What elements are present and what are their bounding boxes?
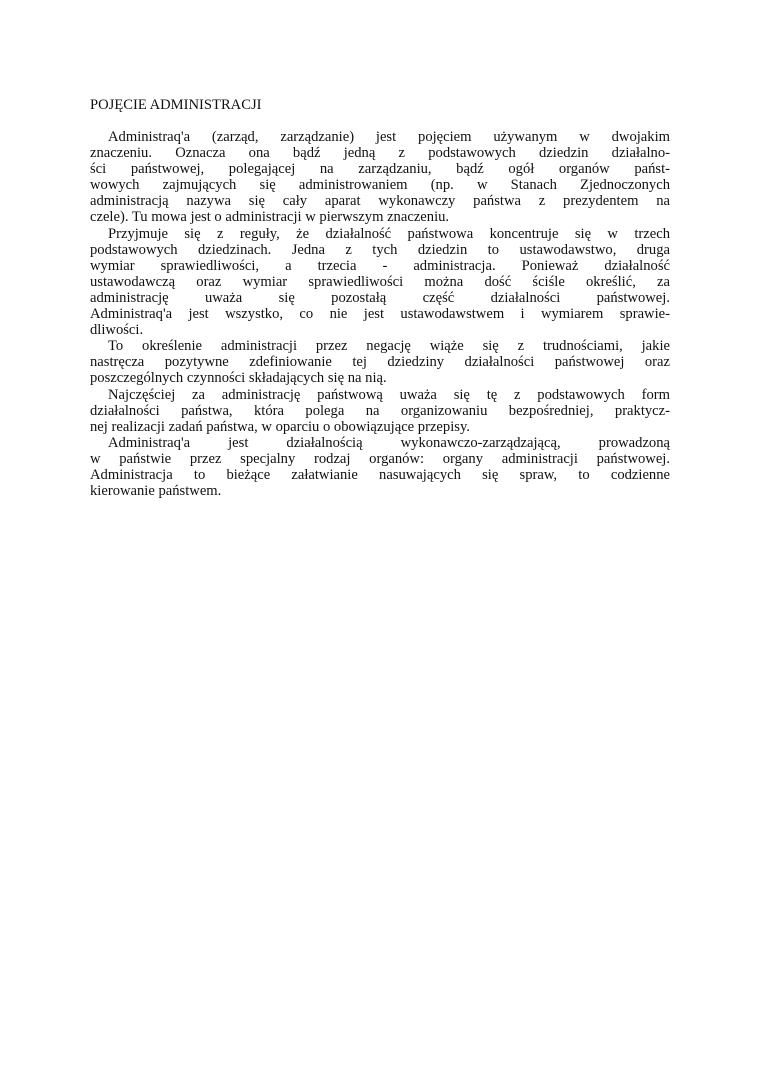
text-line: czele). Tu mowa jest o administracji w pierwszym znaczeniu. — [90, 209, 450, 226]
text-line: w państwie przez specjalny rodzaj organów: organy administracji państwowej. — [90, 450, 670, 467]
text-line: Najczęściej za administrację państwową uważa się tę z podstawowych form — [108, 386, 670, 403]
paragraph-1 — [90, 129, 670, 226]
document-title: POJĘCIE ADMINISTRACJI — [90, 97, 262, 113]
text-line: poszczególnych czynności składających się na nią. — [90, 370, 387, 387]
text-line: wowych zajmujących się administrowaniem (np. w Stanach Zjednoczonych — [90, 177, 670, 194]
paragraph-4 — [90, 387, 670, 435]
text-line: administrację uważa się pozostałą część działalności państwowej. — [90, 289, 670, 306]
text-line: Administraq'a jest działalnością wykonawczo-zarządzającą, prowadzoną — [108, 434, 670, 451]
text-line: Przyjmuje się z reguły, że działalność państwowa koncentruje się w trzech — [108, 225, 670, 242]
paragraph-3 — [90, 338, 670, 386]
text-line: administracją nazywa się cały aparat wykonawczy państwa z prezydentem na — [90, 193, 670, 210]
text-line: ści państwowej, polegającej na zarządzaniu, bądź ogół organów państ- — [90, 161, 670, 178]
text-line: nej realizacji zadań państwa, w oparciu o obowiązujące przepisy. — [90, 418, 470, 435]
text-line: wymiar sprawiedliwości, a trzecia - administracja. Ponieważ działalność — [90, 257, 670, 274]
text-line: nastręcza pozytywne zdefiniowanie tej dziedziny działalności państwowej oraz — [90, 354, 670, 371]
text-line: Administraq'a (zarząd, zarządzanie) jest pojęciem używanym w dwojakim — [108, 129, 670, 145]
text-line: działalności państwa, która polega na organizowaniu bezpośredniej, praktycz- — [90, 402, 670, 419]
text-line: ustawodawczą oraz wymiar sprawiedliwości można dość ściśle określić, za — [90, 273, 670, 290]
text-line: Administraq'a jest wszystko, co nie jest ustawodawstwem i wymiarem sprawie- — [90, 306, 670, 323]
text-line: kierowanie państwem. — [90, 483, 222, 500]
text-line: To określenie administracji przez negację wiąże się z trudnościami, jakie — [108, 338, 670, 355]
text-line: znaczeniu. Oznacza ona bądź jedną z podstawowych dziedzin działalno- — [90, 145, 670, 162]
text-line: podstawowych dziedzinach. Jedna z tych dziedzin to ustawodawstwo, druga — [90, 241, 670, 258]
paragraph-2 — [90, 226, 670, 339]
paragraph-5 — [90, 435, 670, 499]
text-line: dliwości. — [90, 322, 144, 339]
document-body — [90, 97, 670, 499]
text-line: Administracja to bieżące załatwianie nasuwających się spraw, to codzienne — [90, 466, 670, 483]
